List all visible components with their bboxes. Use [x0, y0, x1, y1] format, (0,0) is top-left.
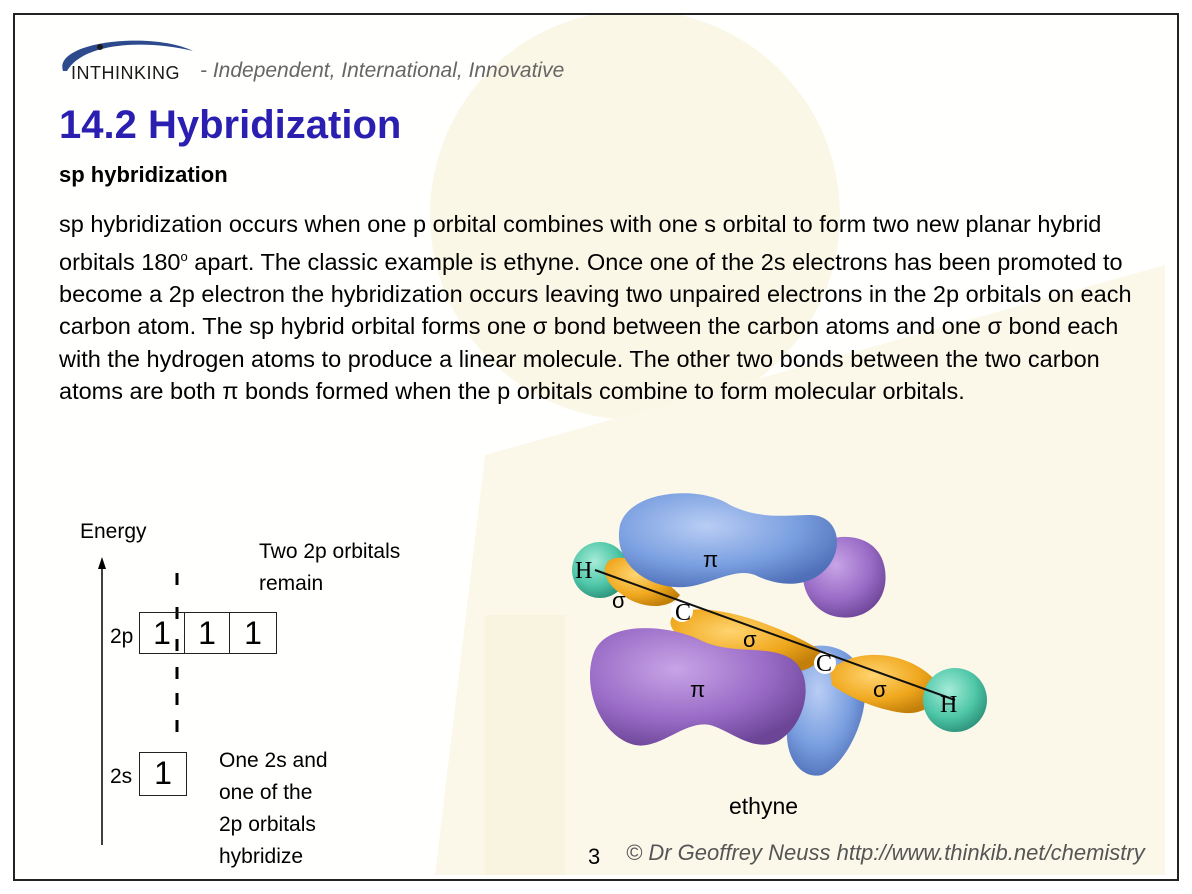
label-sigma-left: σ [612, 588, 626, 613]
level-2s-label: 2s [110, 765, 133, 788]
orbital-2s-box: 1 [139, 752, 187, 796]
logo-text: INTHINKING [71, 63, 181, 83]
label-h-left: H [575, 558, 593, 584]
energy-arrow-head [98, 557, 106, 569]
energy-axis-graphics [85, 555, 285, 855]
label-c-right: C [816, 651, 833, 677]
annotation-bottom-line-2: one of the [219, 781, 313, 804]
page-number: 3 [588, 844, 601, 869]
annotation-top-line-2: remain [259, 572, 324, 595]
level-2p-label: 2p [110, 625, 134, 648]
orbital-2p-box-3: 1 [229, 612, 277, 654]
orbital-2p-box-2: 1 [184, 612, 230, 654]
annotation-top-line-1: Two 2p orbitals [259, 540, 401, 563]
label-pi-top: π [703, 547, 719, 572]
label-pi-bottom: π [690, 677, 706, 702]
ethyne-orbital-model [560, 475, 1000, 795]
annotation-bottom-line-3: 2p orbitals [219, 813, 316, 836]
body-paragraph [59, 208, 1159, 408]
section-subtitle: sp hybridization [59, 162, 228, 187]
copyright-notice: © Dr Geoffrey Neuss http://www.thinkib.net/chemistry [626, 840, 1145, 865]
body-part-1: sp hybridization occurs when one p orbital combines with one s orbital to form two new planar hybrid orbitals 180 [59, 211, 1102, 275]
header [33, 33, 733, 83]
blue-pi-lobe-top [619, 493, 837, 587]
label-sigma-right: σ [873, 677, 887, 702]
label-sigma-middle: σ [743, 627, 757, 652]
annotation-bottom-line-4: hybridize [219, 845, 304, 868]
slide [13, 13, 1179, 881]
degree-superscript: o [180, 248, 188, 264]
orbital-2p-box-1: 1 [139, 612, 185, 654]
annotation-bottom-line-1: One 2s and [219, 749, 328, 772]
page-title: 14.2 Hybridization [59, 103, 402, 147]
body-part-2: apart. The classic example is ethyne. Once one of the 2s electrons has been promoted to become a 2p electron the hybridization occurs leaving two unpaired electrons in the 2p orbitals on each carbon atom. The sp hybrid orbital forms one σ bond between the carbon atoms and one σ bond each with the hydrogen atoms to produce a linear molecule. The other two bonds between the two carbon atoms are both π bonds formed when the p orbitals combine to form molecular orbitals. [59, 248, 1132, 405]
label-h-right: H [940, 692, 958, 718]
energy-axis-label: Energy [80, 520, 147, 543]
molecule-caption: ethyne [729, 793, 799, 819]
tagline: - Independent, International, Innovative [200, 59, 565, 82]
label-c-left: C [675, 600, 692, 626]
